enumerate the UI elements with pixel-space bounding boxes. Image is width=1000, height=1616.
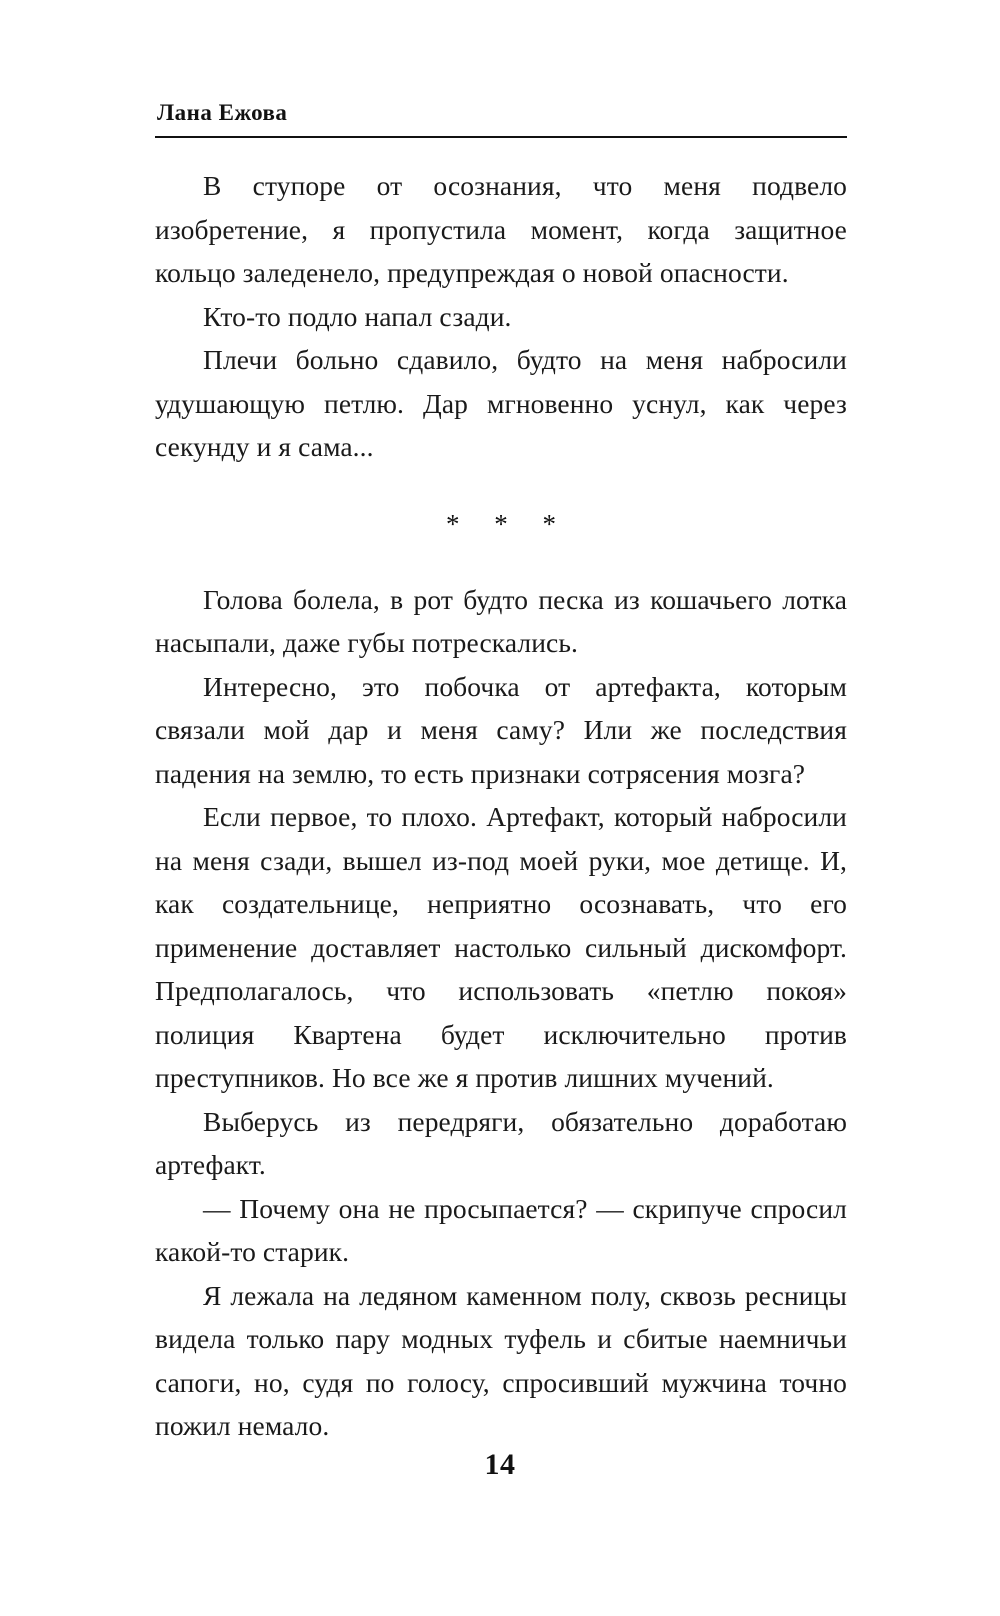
page-number: 14 <box>484 1448 516 1481</box>
text-block-second <box>155 578 847 1448</box>
scene-break-separator: * * * <box>446 508 570 539</box>
page-content <box>155 100 847 1448</box>
paragraph: Плечи больно сдавило, будто на меня набросили удушающую петлю. Дар мгновенно уснул, как через секунду и я сама... <box>155 344 847 462</box>
paragraph: Интересно, это побочка от артефакта, которым связали мой дар и меня саму? Или же последствия падения на землю, то есть признаки сотрясения мозга? <box>155 670 847 789</box>
paragraph: Выберусь из передряги, обязательно доработаю артефакт. <box>155 1105 847 1180</box>
header-divider <box>155 136 847 138</box>
running-head-author: Лана Ежова <box>157 100 288 125</box>
paragraph: Голова болела, в рот будто песка из кошачьего лотка насыпали, даже губы потрескались. <box>155 583 847 658</box>
paragraph: В ступоре от осознания, что меня подвело изобретение, я пропустила момент, когда защитное кольцо заледенело, предупреждая о новой опасности. <box>155 170 847 288</box>
paragraph: Кто-то подло напал сзади. <box>203 300 512 332</box>
text-block-first <box>155 164 847 469</box>
paragraph: Я лежала на ледяном каменном полу, сквозь ресницы видела только пару модных туфель и сбитые наемничьи сапоги, но, судя по голосу, спросивший мужчина точно пожил немало. <box>155 1279 847 1441</box>
paragraph: Если первое, то плохо. Артефакт, который набросили на меня сзади, вышел из-под моей руки, мое детище. И, как создательнице, неприятно осознавать, что его применение доставляет настолько сильный дискомфорт. Предполагалось, что использовать «петлю покоя» полиция Квартена будет исключительно против преступников. Но все же я против лишних мучений. <box>155 801 847 1093</box>
paragraph-dialogue: — Почему она не просыпается? — скрипуче спросил какой-то старик. <box>155 1192 847 1267</box>
